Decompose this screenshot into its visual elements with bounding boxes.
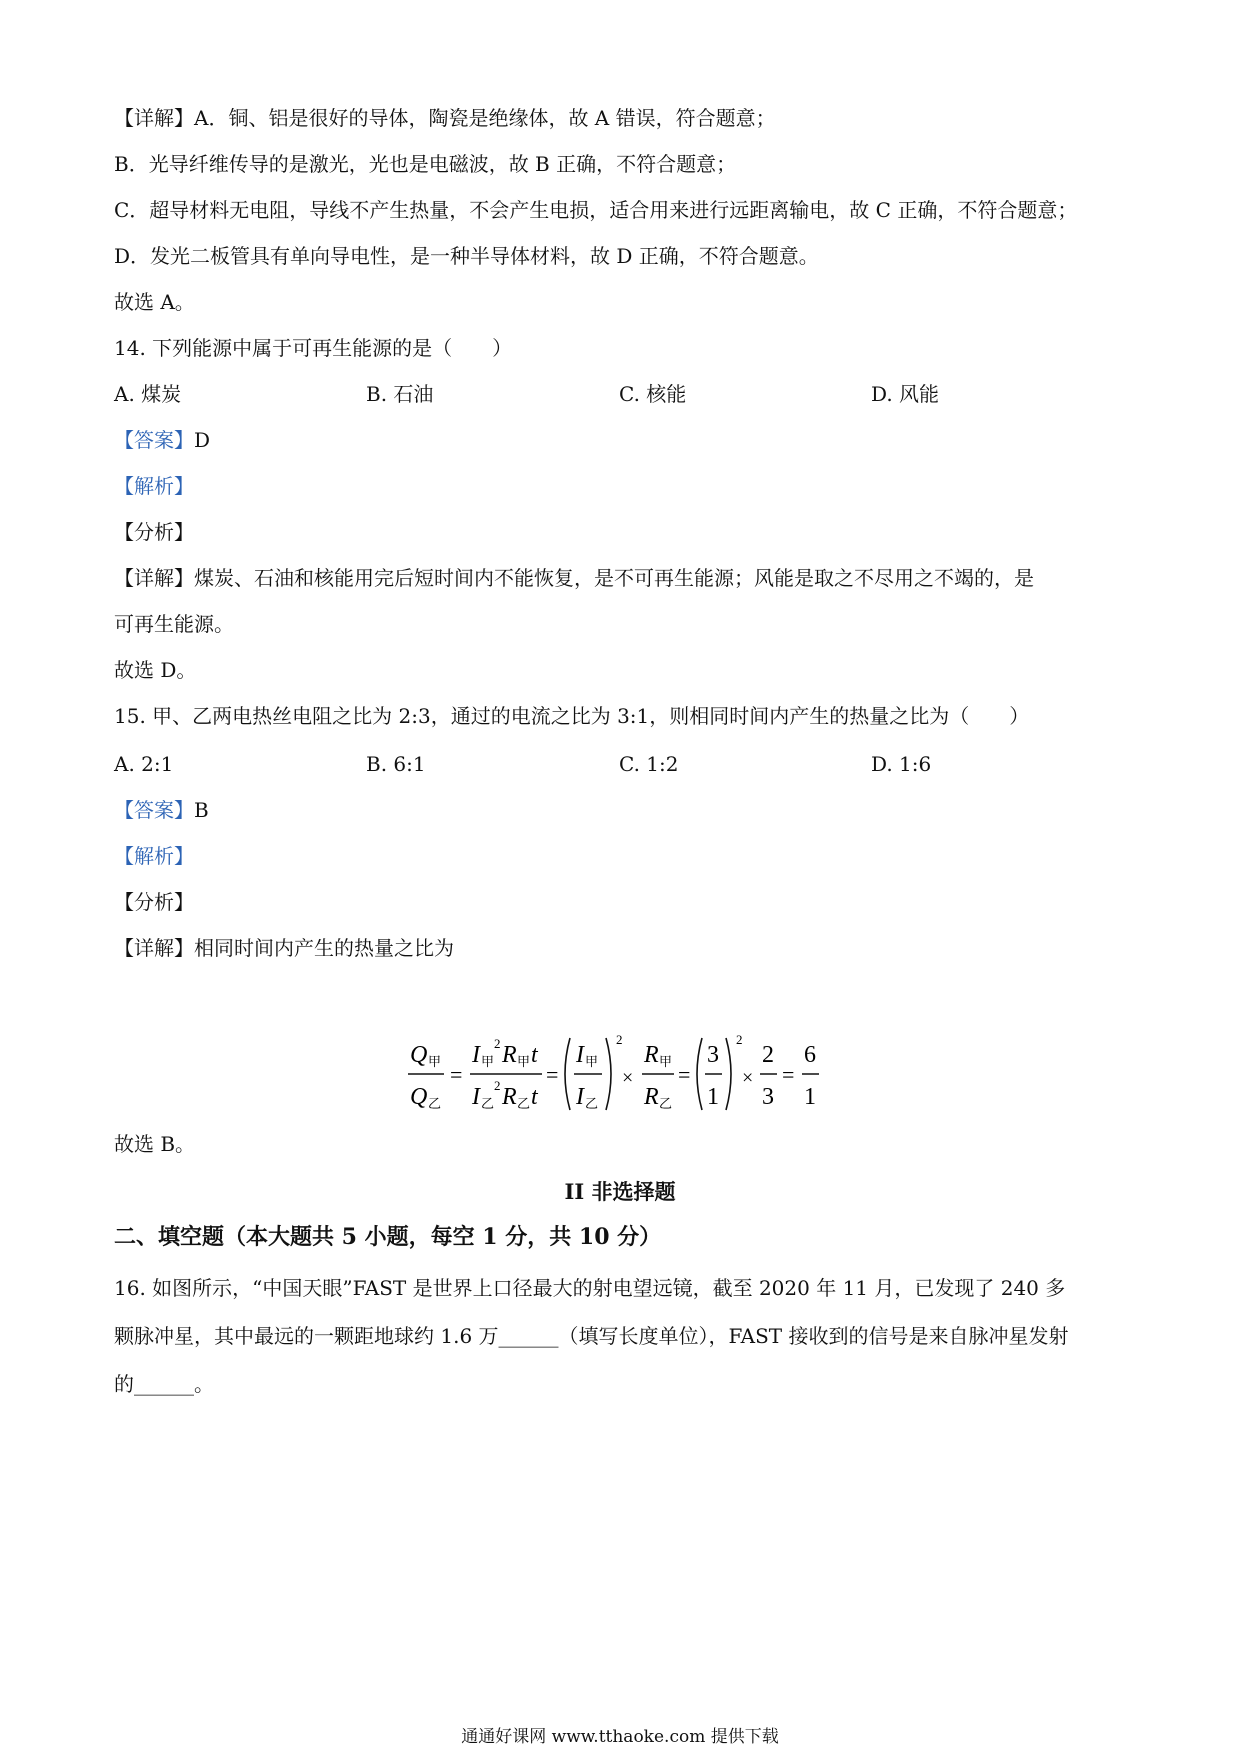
analysis-tag-14: 【解析】 [114, 474, 194, 498]
formula-times: × [622, 1067, 634, 1089]
formula-sub: 乙 [585, 1096, 599, 1111]
formula-two: 2 [762, 1042, 774, 1068]
section-heading: 二、填空题（本大题共 5 小题，每空 1 分，共 10 分） [114, 1224, 662, 1250]
formula-sub: 甲 [517, 1054, 531, 1069]
formula-one: 1 [707, 1084, 719, 1110]
answer-tag: 【答案】 [114, 798, 194, 822]
formula-six: 6 [804, 1042, 816, 1068]
answer-value: B [194, 798, 209, 822]
formula-one: 1 [804, 1084, 816, 1110]
question-16-line2: 颗脉冲星，其中最远的一颗距地球约 1.6 万______（填写长度单位），FAST 接收到的信号是来自脉冲星发射 [114, 1324, 1069, 1348]
conclusion-14: 故选 D。 [114, 658, 197, 682]
detail-line-b: B．光导纤维传导的是激光，光也是电磁波，故 B 正确，不符合题意； [114, 152, 737, 176]
formula-r: R [502, 1084, 517, 1110]
formula-sq: 2 [494, 1078, 501, 1093]
answer-15 [114, 796, 209, 824]
option-b: B. 6:1 [366, 752, 426, 776]
formula-q: Q [410, 1042, 428, 1068]
detail-line-c: C．超导材料无电阻，导线不产生热量，不会产生电损，适合用来进行远距离输电，故 C 正确，不符合题意； [114, 198, 1078, 222]
formula-i: I [472, 1084, 480, 1110]
formula-t: t [531, 1042, 538, 1068]
detail-14-line1: 【详解】煤炭、石油和核能用完后短时间内不能恢复，是不可再生能源；风能是取之不尽用之不竭的，是 [114, 566, 1034, 590]
detail-line-d: D．发光二板管具有单向导电性，是一种半导体材料，故 D 正确，不符合题意。 [114, 244, 819, 268]
formula-eq: = [450, 1062, 463, 1087]
question-14: 14. 下列能源中属于可再生能源的是（ ） [114, 336, 513, 360]
answer-14 [114, 426, 210, 454]
formula-sub: 乙 [517, 1096, 531, 1111]
option-d: D. 风能 [871, 382, 940, 406]
formula-sub: 甲 [585, 1054, 599, 1069]
formula-sub: 甲 [428, 1054, 442, 1069]
formula-sub: 乙 [481, 1096, 495, 1111]
formula-sub: 乙 [659, 1096, 673, 1111]
conclusion-15: 故选 B。 [114, 1132, 196, 1156]
heat-ratio-formula [400, 1028, 860, 1118]
formula-times: × [742, 1067, 754, 1089]
detail-line-a: 【详解】A．铜、铝是很好的导体，陶瓷是绝缘体，故 A 错误，符合题意； [114, 106, 776, 130]
question-16-line3: 的______。 [114, 1372, 214, 1396]
formula-i: I [576, 1042, 584, 1068]
option-d: D. 1:6 [871, 752, 932, 776]
fenxi-15: 【分析】 [114, 890, 194, 914]
formula-sub: 乙 [428, 1096, 442, 1111]
option-b: B. 石油 [366, 382, 434, 406]
answer-value: D [194, 428, 211, 452]
fenxi-14: 【分析】 [114, 520, 194, 544]
formula-sq: 2 [616, 1032, 623, 1047]
conclusion-13: 故选 A。 [114, 290, 195, 314]
formula-q: Q [410, 1084, 428, 1110]
formula-r: R [502, 1042, 517, 1068]
detail-15: 【详解】相同时间内产生的热量之比为 [114, 936, 454, 960]
option-a: A. 煤炭 [114, 382, 182, 406]
option-c: C. 核能 [619, 382, 687, 406]
formula-eq: = [678, 1062, 691, 1087]
question-16-line1: 16. 如图所示，“中国天眼”FAST 是世界上口径最大的射电望远镜，截至 2020 年 11 月，已发现了 240 多 [114, 1276, 1066, 1300]
formula-t: t [531, 1084, 538, 1110]
option-c: C. 1:2 [619, 752, 679, 776]
formula-r: R [644, 1084, 659, 1110]
formula-sq: 2 [736, 1032, 743, 1047]
section-title: II 非选择题 [564, 1179, 676, 1204]
formula-i: I [576, 1084, 584, 1110]
question-15: 15. 甲、乙两电热丝电阻之比为 2:3，通过的电流之比为 3:1，则相同时间内产生的热量之比为（ ） [114, 704, 1030, 728]
page-footer: 通通好课网 www.tthaoke.com 提供下载 [461, 1727, 779, 1747]
formula-sub: 甲 [481, 1054, 495, 1069]
formula-three: 3 [707, 1042, 719, 1068]
answer-tag: 【答案】 [114, 428, 194, 452]
detail-14-line2: 可再生能源。 [114, 612, 234, 636]
formula-eq: = [546, 1062, 559, 1087]
formula-i: I [472, 1042, 480, 1068]
formula-sq: 2 [494, 1036, 501, 1051]
formula-sub: 甲 [659, 1054, 673, 1069]
analysis-tag-15: 【解析】 [114, 844, 194, 868]
formula-three: 3 [762, 1084, 774, 1110]
formula-eq: = [782, 1062, 795, 1087]
formula-r: R [644, 1042, 659, 1068]
option-a: A. 2:1 [114, 752, 174, 776]
